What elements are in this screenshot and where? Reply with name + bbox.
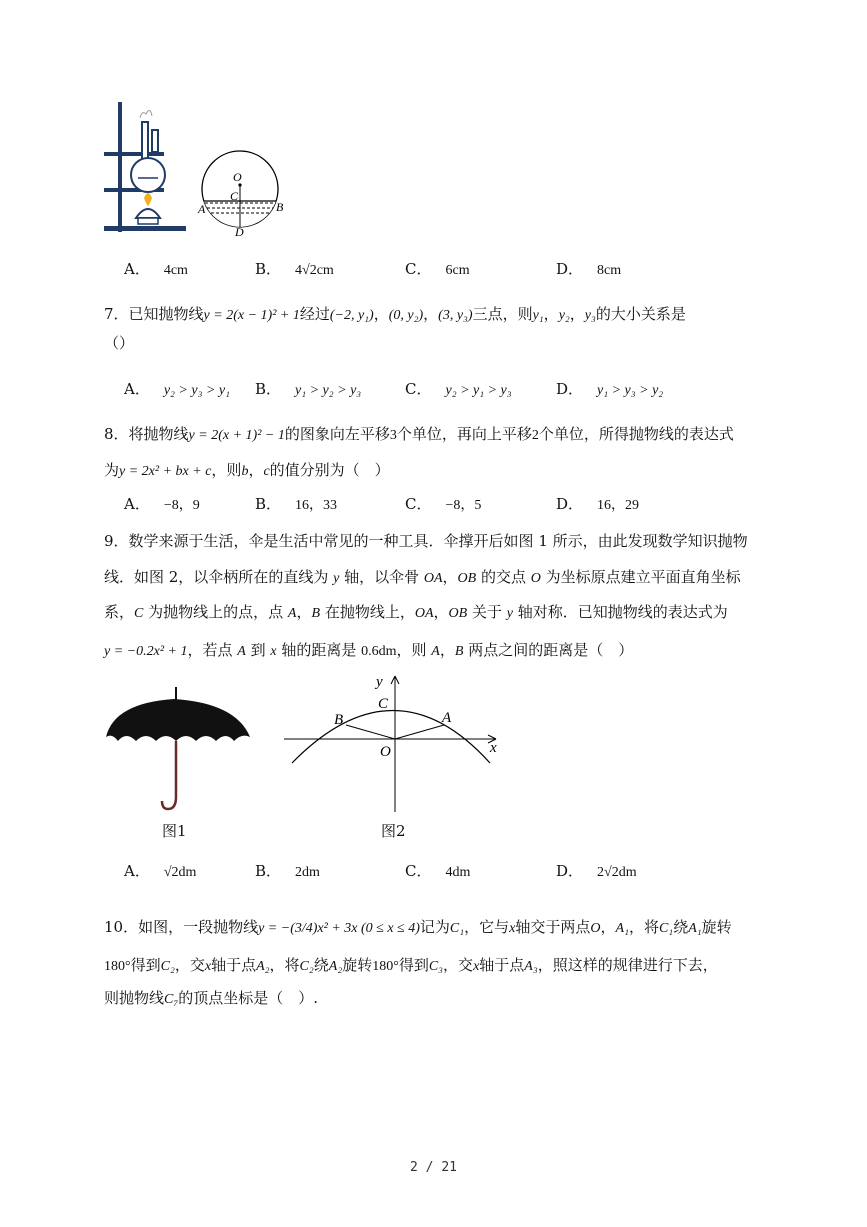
- q9-stem-line1: 9．数学来源于生活，伞是生活中常见的一种工具．伞撑开后如图 1 所示，由此发现数学知识抛物: [104, 532, 748, 550]
- point-a-label: A: [442, 710, 452, 726]
- q8-option-c[interactable]: C． −8，5: [405, 495, 482, 513]
- q7-stem: 7．已知抛物线y = 2(x − 1)² + 1经过(−2, y₁)，(0, y₂)，(3, y₃)三点，则y₁，y₂，y₃的大小关系是: [104, 305, 686, 323]
- point-b-label: B: [334, 712, 344, 728]
- q6-option-d[interactable]: D． 8cm: [556, 260, 622, 278]
- q10-stem-line1: 10．如图，一段抛物线y = −(3/4)x² + 3x (0 ≤ x ≤ 4)记为C₁，它与x轴交于两点O，A₁，将C₁绕A₁旋转: [104, 918, 732, 936]
- umbrella-figure: [104, 685, 252, 813]
- q7-option-b[interactable]: B． y₁ > y₂ > y₃: [255, 380, 362, 398]
- q8-stem-line1: 8．将抛物线y = 2(x + 1)² − 1的图象向左平移3个单位，再向上平移2个单位，所得抛物线的表达式: [104, 425, 734, 443]
- q6-option-b[interactable]: B． 4√2cm: [255, 260, 334, 278]
- q9-stem-line2: 线．如图 2，以伞柄所在的直线为 y 轴，以伞骨 OA，OB 的交点 O 为坐标原点建立平面直角坐标: [104, 568, 741, 586]
- q9-stem-line4: y = −0.2x² + 1，若点 A 到 x 轴的距离是 0.6dm，则 A，B 两点之间的距离是（ ）: [104, 641, 634, 659]
- q9-option-d[interactable]: D． 2√2dm: [556, 862, 637, 880]
- q7-option-c[interactable]: C． y₂ > y₁ > y₃: [405, 380, 512, 398]
- q9-option-b[interactable]: B． 2dm: [255, 862, 320, 880]
- q8-option-b[interactable]: B． 16，33: [255, 495, 338, 513]
- label-d: D: [235, 225, 244, 239]
- q8-option-d[interactable]: D． 16，29: [556, 495, 640, 513]
- figure2-caption: 图2: [381, 822, 406, 840]
- page-number: 2 / 21: [410, 1160, 457, 1175]
- q8-stem-line2: 为y = 2x² + bx + c，则b，c的值分别为（ ）: [104, 461, 390, 479]
- q7-option-a[interactable]: A． y₂ > y₃ > y₁: [124, 380, 230, 398]
- q9-option-a[interactable]: A． √2dm: [124, 862, 197, 880]
- q10-stem-line2: 180°得到C₂，交x轴于点A₂，将C₂绕A₂旋转180°得到C₃，交x轴于点A₃，照这样的规律进行下去，: [104, 956, 718, 974]
- label-o: O: [233, 170, 242, 184]
- q9-stem-line3: 系，C 为抛物线上的点，点 A，B 在抛物线上，OA，OB 关于 y 轴对称．已知抛物线的表达式为: [104, 603, 728, 621]
- figure1-caption: 图1: [162, 822, 187, 840]
- origin-o-label: O: [380, 744, 391, 760]
- axis-x-label: x: [490, 740, 497, 756]
- label-b: B: [276, 200, 284, 214]
- q10-stem-line3: 则抛物线C₇的顶点坐标是（ ）.: [104, 989, 319, 1007]
- umbrella-coordinate-figure: [282, 668, 508, 818]
- q7-option-d[interactable]: D． y₁ > y₃ > y₂: [556, 380, 664, 398]
- lab-apparatus-figure: [100, 100, 190, 235]
- q8-option-a[interactable]: A． −8，9: [124, 495, 200, 513]
- q7-answer-paren: （）: [104, 334, 135, 352]
- q6-option-a[interactable]: A． 4cm: [124, 260, 188, 278]
- label-c: C: [230, 189, 239, 203]
- point-c-label: C: [378, 696, 389, 712]
- sphere-cross-section-figure: [196, 145, 296, 240]
- q9-option-c[interactable]: C． 4dm: [405, 862, 471, 880]
- q6-option-c[interactable]: C． 6cm: [405, 260, 470, 278]
- axis-y-label: y: [376, 674, 383, 690]
- label-a: A: [198, 202, 206, 216]
